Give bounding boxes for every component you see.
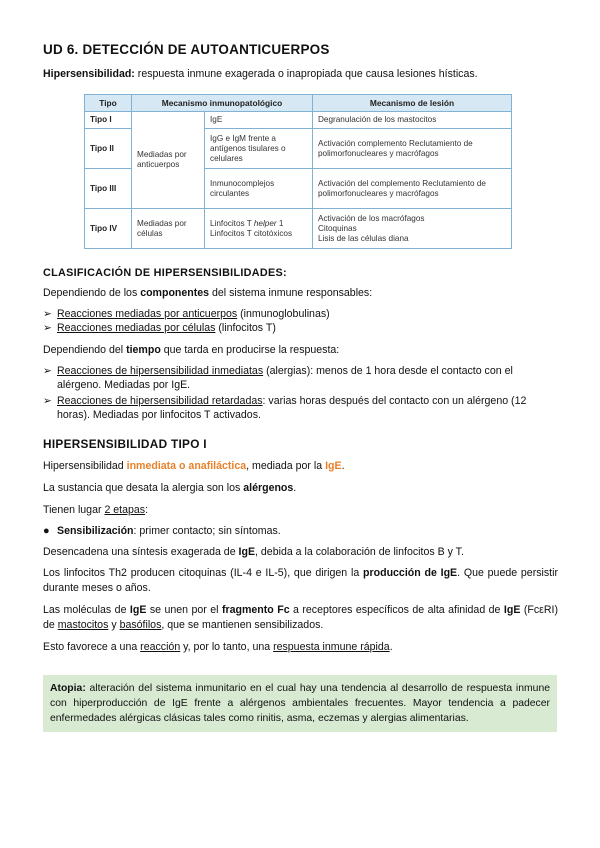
table-row: [85, 209, 512, 249]
text-span: , debida a la colaboración de linfocitos B y T.: [255, 546, 464, 558]
arrow-bullet-icon: ➢: [43, 308, 52, 320]
mecanismo-line-a: Linfocitos T: [210, 218, 254, 228]
arrow-bullet-icon: ➢: [43, 395, 52, 407]
text-orange: IgE: [325, 460, 342, 472]
text-underline: basófilos: [119, 619, 162, 631]
text-underline: Reacciones de hipersensibilidad inmediatas: [57, 365, 264, 377]
table-cell-tipo: Tipo II: [85, 129, 132, 169]
text-underline: mastocitos: [57, 619, 109, 631]
table-header-mecanismo: Mecanismo inmunopatológico: [132, 95, 313, 112]
table-cell-lesion: Activación complemento Reclutamiento de polimorfonucleares y macrófagos: [313, 129, 512, 169]
text-span: :: [145, 504, 149, 516]
atopia-term: Atopia:: [50, 683, 86, 694]
table-header-row: [85, 95, 512, 112]
list-item: [43, 524, 558, 538]
table-cell-mecanismo: Inmunocomplejos circulantes: [205, 169, 313, 209]
text-bold: tiempo: [126, 344, 161, 356]
table-cell-tipo: Tipo III: [85, 169, 132, 209]
text-underline: Reacciones de hipersensibilidad retardadas: [57, 395, 263, 407]
tipo1-paragraph: [43, 566, 558, 596]
text-span: Tienen lugar: [43, 504, 105, 516]
tipo1-paragraph: [43, 545, 558, 560]
classification-heading: CLASIFICACIÓN DE HIPERSENSIBILIDADES:: [43, 267, 287, 279]
atopia-callout: [43, 675, 557, 732]
tipo1-paragraph: [43, 640, 558, 655]
arrow-bullet-icon: ➢: [43, 365, 52, 377]
hypersensitivity-table: [84, 94, 512, 249]
tipo1-heading: HIPERSENSIBILIDAD TIPO I: [43, 437, 207, 451]
text-span: La sustancia que desata la alergia son los: [43, 482, 244, 494]
text-span: .: [341, 460, 345, 472]
table-cell-lesion: Activación del complemento Reclutamiento de polimorfonucleares y macrófagos: [313, 169, 512, 209]
text-span: (linfocitos T): [215, 322, 276, 334]
text-underline: reacción: [140, 641, 181, 653]
text-span: : varias horas después del contacto con un alérgeno (12 horas). Mediadas por linfocitos T activados.: [57, 395, 527, 421]
definition-text: respuesta inmune exagerada o inapropiada que causa lesiones hísticas.: [134, 68, 478, 80]
classification-intro: [43, 286, 558, 301]
text-underline: respuesta inmune rápida: [273, 641, 390, 653]
text-span: , mediada por la: [246, 460, 326, 472]
text-span: Las moléculas de: [43, 604, 130, 616]
table-cell-mediadas: Mediadas por anticuerpos: [132, 112, 205, 209]
text-span: .: [389, 641, 393, 653]
text-span: y, por lo tanto, una: [180, 641, 274, 653]
lesion-line-a: Activación de los macrófagos: [318, 213, 425, 223]
text-span: , que se mantienen sensibilizados.: [161, 619, 324, 631]
table-cell-mecanismo: IgG e IgM frente a antígenos tisulares o celulares: [205, 129, 313, 169]
table-header-tipo: Tipo: [85, 95, 132, 112]
table-cell-mecanismo: [205, 209, 313, 249]
table-cell-lesion: [313, 209, 512, 249]
text-bold: IgE: [503, 604, 521, 616]
arrow-bullet-icon: ➢: [43, 322, 52, 334]
text-underline: Reacciones mediadas por anticuerpos: [57, 308, 238, 320]
tipo1-paragraph: [43, 459, 558, 474]
tipo1-paragraph: [43, 603, 558, 633]
lesion-line-b: Citoquinas: [318, 223, 357, 233]
table-header-lesion: Mecanismo de lesión: [313, 95, 512, 112]
page-title: UD 6. DETECCIÓN DE AUTOANTICUERPOS: [43, 42, 330, 57]
table-cell-mediadas: Mediadas por células: [132, 209, 205, 249]
text-span: que tarda en producirse la respuesta:: [160, 344, 340, 356]
text-underline: Reacciones mediadas por células: [57, 322, 216, 334]
mecanismo-italic: helper: [253, 218, 277, 228]
text-span: (FcεRI) de: [43, 604, 558, 631]
lesion-line-c: Lisis de las células diana: [318, 233, 409, 243]
table-cell-lesion: Degranulación de los mastocitos: [313, 112, 512, 129]
definition-paragraph: [43, 67, 558, 82]
table-cell-tipo: Tipo IV: [85, 209, 132, 249]
text-bold: componentes: [140, 287, 210, 299]
dot-bullet-icon: ●: [43, 525, 50, 537]
text-span: . Que puede persistir durante meses o años.: [43, 567, 558, 594]
tipo1-paragraph: [43, 481, 558, 496]
text-span: se unen por el: [146, 604, 222, 616]
text-span: : primer contacto; sin síntomas.: [133, 525, 281, 537]
text-bold: Sensibilización: [57, 525, 134, 537]
text-span: Hipersensibilidad: [43, 460, 127, 472]
list-item: [43, 364, 558, 392]
text-bold: fragmento Fc: [221, 604, 290, 616]
text-underline: 2 etapas: [104, 504, 146, 516]
mecanismo-line-b: 1: [276, 218, 284, 228]
text-span: Dependiendo de los: [43, 287, 141, 299]
text-span: Dependiendo del: [43, 344, 127, 356]
list-item: [43, 321, 558, 335]
text-span: (alergias): menos de 1 hora desde el contacto con el alérgeno. Mediadas por IgE.: [57, 365, 513, 391]
text-span: Esto favorece a una: [43, 641, 141, 653]
atopia-text: alteración del sistema inmunitario en el cual hay una tendencia al desarrollo de respuesta inmune con hiperproducción de IgE frente a alérgenos ambientales frecuentes. Mayor tendencia a padecer enfermedades alérgicas clásicas tales como rinitis, asma, eczemas y alergias alimentarias.: [50, 683, 550, 724]
classification-intro-2: [43, 343, 558, 358]
text-span: Desencadena una síntesis exagerada de: [43, 546, 239, 558]
text-span: a receptores específicos de alta afinidad de: [289, 604, 504, 616]
tipo1-paragraph: [43, 503, 558, 518]
list-item: [43, 394, 558, 422]
text-span: y: [108, 619, 120, 631]
text-bold: producción de IgE: [363, 567, 458, 579]
text-bold: IgE: [238, 546, 256, 558]
table-cell-tipo: Tipo I: [85, 112, 132, 129]
text-span: Los linfocitos Th2 producen citoquinas (IL-4 e IL-5), que dirigen la: [43, 567, 364, 579]
table-row: [85, 112, 512, 129]
text-bold: alérgenos: [243, 482, 294, 494]
table-cell-mecanismo: IgE: [205, 112, 313, 129]
text-span: (inmunoglobulinas): [237, 308, 330, 320]
text-orange: inmediata o anafiláctica: [126, 460, 247, 472]
mecanismo-line-c: Linfocitos T citotóxicos: [210, 228, 293, 238]
text-span: .: [293, 482, 297, 494]
text-span: del sistema inmune responsables:: [209, 287, 373, 299]
definition-term: Hipersensibilidad:: [43, 68, 135, 80]
text-bold: IgE: [129, 604, 147, 616]
list-item: [43, 307, 558, 321]
